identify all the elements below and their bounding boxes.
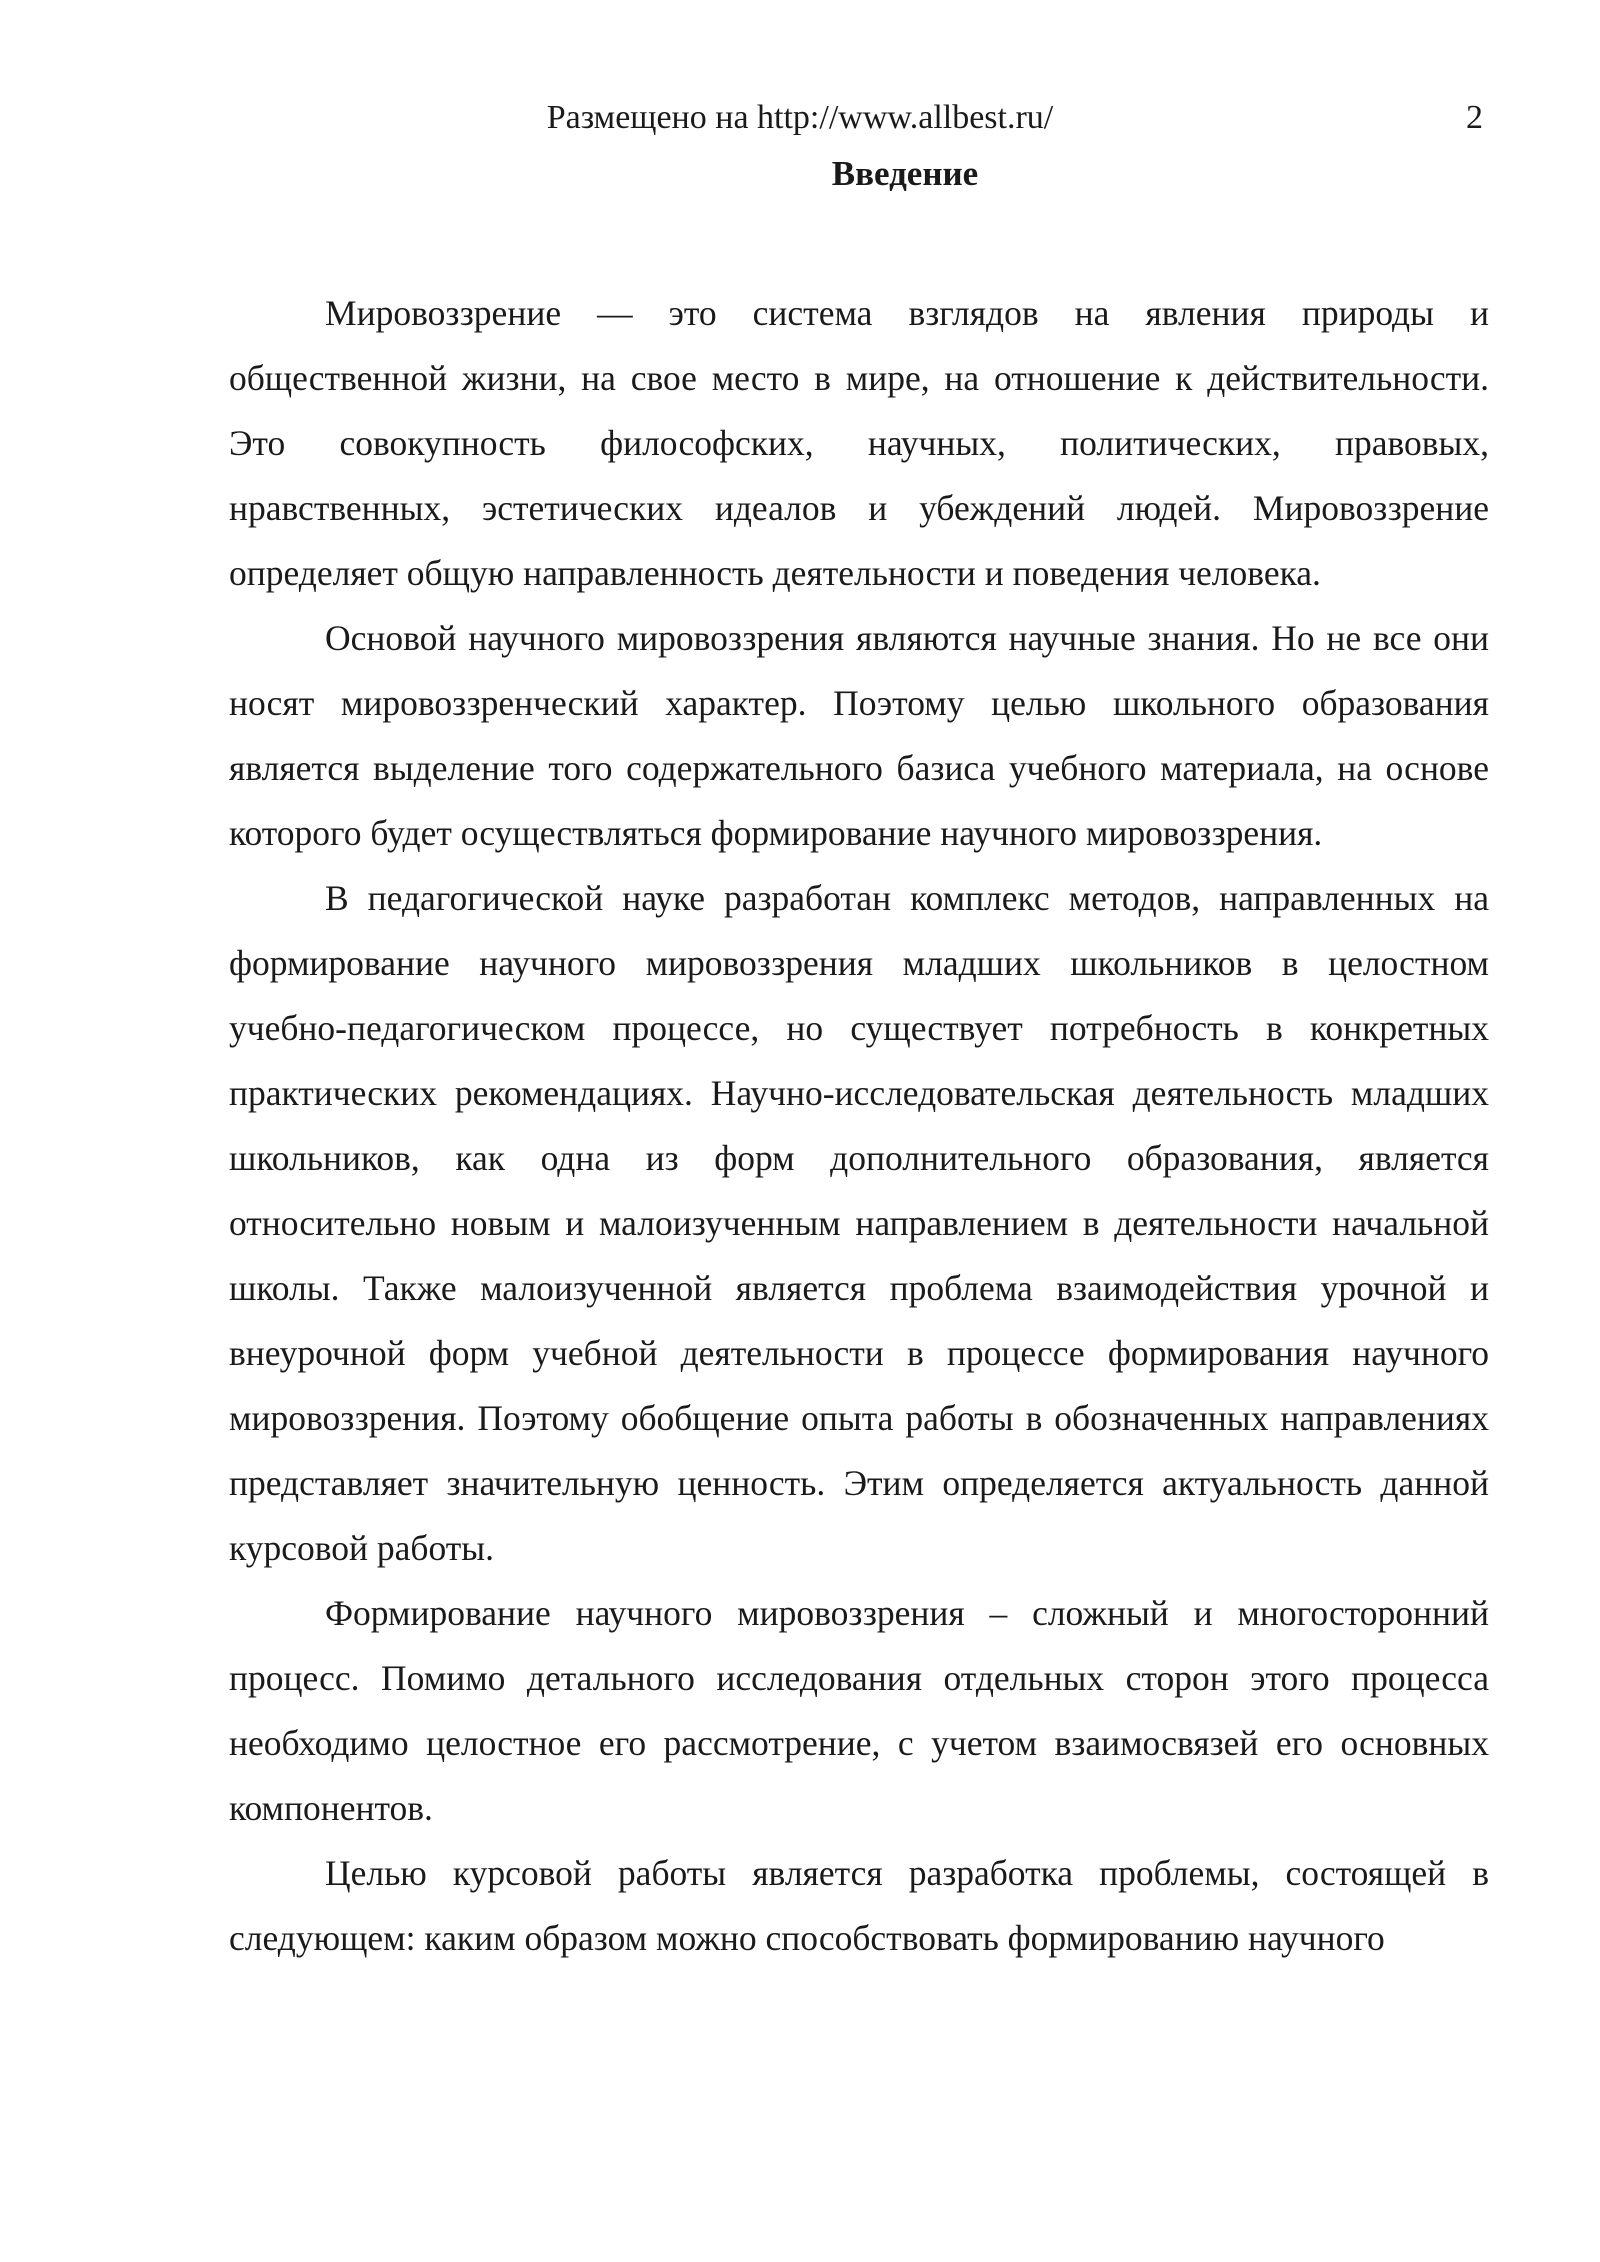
section-title: Введение (831, 154, 979, 193)
page-number: 2 (1466, 99, 1483, 136)
body-text (229, 281, 1489, 1971)
paragraph: Основой научного мировоззрения являются научные знания. Но не все они носят мировоззренческий характер. Поэтому целью школьного образования является выделение того содержательного базиса учебного материала, на основе которого будет осуществляться формирование научного мировоззрения. (229, 618, 1489, 853)
paragraph: Мировоззрение — это система взглядов на явления природы и общественной жизни, на свое место в мире, на отношение к действительности. Это совокупность философских, научных, политических, правовых, нравственных, эстетических идеалов и убеждений людей. Мировоззрение определяет общую направленность деятельности и поведения человека. (229, 293, 1489, 593)
paragraph: Формирование научного мировоззрения – сложный и многосторонний процесс. Помимо детального исследования отдельных сторон этого процесса необходимо целостное его рассмотрение, с учетом взаимосвязей его основных компонентов. (229, 1593, 1489, 1828)
paragraph: В педагогической науке разработан комплекс методов, направленных на формирование научного мировоззрения младших школьников в целостном учебно-педагогическом процессе, но существует потребность в конкретных практических рекомендациях. Научно-исследовательская деятельность младших школьников, как одна из форм дополнительного образования, является относительно новым и малоизученным направлением в деятельности начальной школы. Также малоизученной является проблема взаимодействия урочной и внеурочной форм учебной деятельности в процессе формирования научного мировоззрения. Поэтому обобщение опыта работы в обозначенных направлениях представляет значительную ценность. Этим определяется актуальность данной курсовой работы. (229, 878, 1489, 1568)
source-header: Размещено на http://www.allbest.ru/ (546, 99, 1054, 136)
paragraph: Целью курсовой работы является разработка проблемы, состоящей в следующем: каким образом можно способствовать формированию научного (229, 1853, 1489, 1958)
